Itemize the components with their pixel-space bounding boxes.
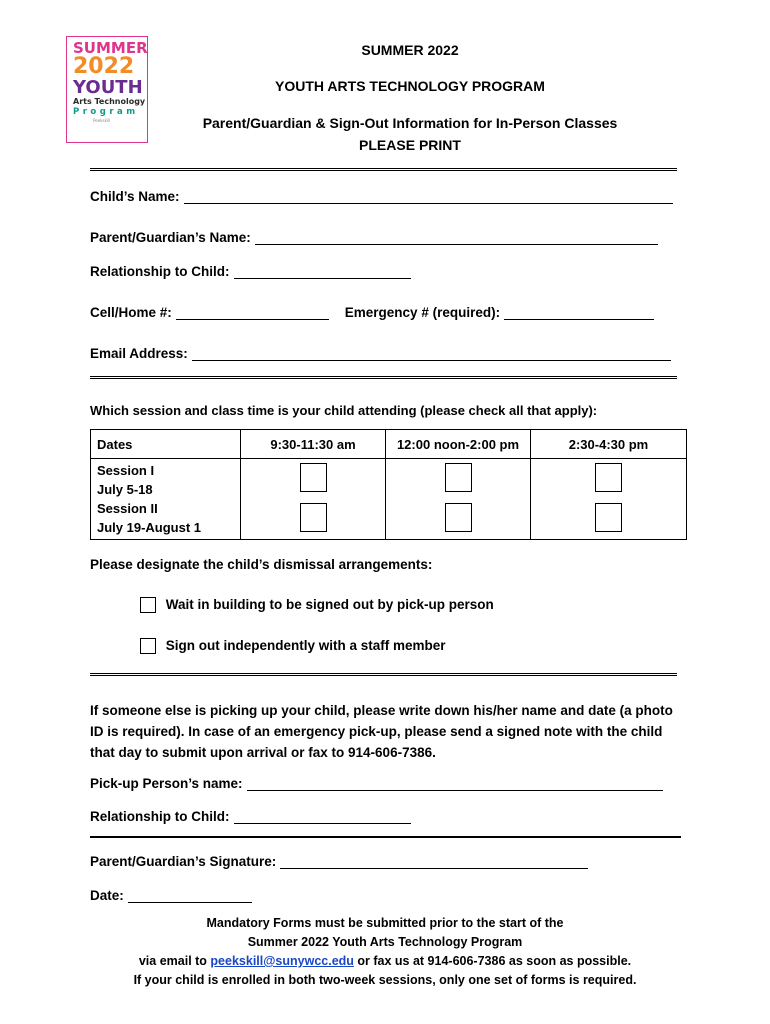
pickup-name-row: [90, 776, 663, 791]
session-2-afternoon-checkbox[interactable]: [595, 503, 622, 532]
dismissal-independent-checkbox[interactable]: [140, 638, 156, 654]
footer-line-3-pre: via email to: [138, 954, 211, 968]
phone-row: [90, 305, 654, 320]
pickup-relationship-row: [90, 809, 411, 824]
session-2-afternoon-cell: [531, 499, 687, 540]
date-row: [90, 888, 252, 903]
cell-home-field[interactable]: [176, 307, 329, 320]
relationship-row: [90, 264, 411, 279]
logo-line-summer: SUMMER: [73, 39, 148, 57]
session-1-noon-cell: [386, 459, 531, 500]
footer-line-2: Summer 2022 Youth Arts Technology Program: [247, 935, 523, 949]
email-field[interactable]: [192, 348, 671, 361]
session-2-morning-checkbox[interactable]: [300, 503, 327, 532]
program-logo: [66, 36, 148, 143]
header-program: YOUTH ARTS TECHNOLOGY PROGRAM: [275, 78, 545, 94]
header-subtitle: Parent/Guardian & Sign-Out Information for In-Person Classes: [202, 115, 618, 131]
table-header-noon: 12:00 noon-2:00 pm: [386, 430, 531, 459]
pickup-instructions: If someone else is picking up your child, please write down his/her name and date (a photo ID is required). In case of an emergency pick-up, please send a signed note with the child that day to submit upon arrival or fax to 914-606-7386.: [90, 703, 673, 760]
session-1-label: Session I: [97, 463, 155, 478]
session-1-morning-checkbox[interactable]: [300, 463, 327, 492]
session-1-range: July 5-18: [97, 482, 153, 497]
session-2-morning-cell: [241, 499, 386, 540]
pickup-relationship-label: Relationship to Child:: [90, 809, 230, 824]
table-row: [91, 459, 687, 500]
session-2-range: July 19-August 1: [97, 520, 202, 535]
session-table: [90, 429, 687, 540]
child-name-label: Child’s Name:: [90, 189, 180, 204]
logo-line-youth: YOUTH: [73, 77, 143, 98]
dismissal-independent-label: Sign out independently with a staff member: [165, 638, 446, 653]
session-1-morning-cell: [241, 459, 386, 500]
signature-row: [90, 854, 588, 869]
divider: [90, 376, 677, 379]
divider: [90, 673, 677, 676]
header-please-print: PLEASE PRINT: [359, 137, 461, 153]
session-2-label: Session II: [97, 501, 158, 516]
relationship-label: Relationship to Child:: [90, 264, 230, 279]
date-field[interactable]: [128, 890, 252, 903]
session-2-noon-checkbox[interactable]: [445, 503, 472, 532]
footer-line-3-post: or fax us at 914-606-7386 as soon as possible.: [353, 954, 632, 968]
email-row: [90, 346, 671, 361]
divider: [90, 168, 677, 171]
child-name-row: [90, 189, 673, 204]
logo-line-location: Peekskill: [93, 118, 111, 123]
table-row: [91, 499, 687, 540]
session-1-afternoon-checkbox[interactable]: [595, 463, 622, 492]
date-label: Date:: [90, 888, 124, 903]
table-header-row: [91, 430, 687, 459]
signature-field[interactable]: [280, 856, 588, 869]
email-label: Email Address:: [90, 346, 188, 361]
dismissal-prompt: Please designate the child’s dismissal arrangements:: [90, 557, 433, 572]
session-2-noon-cell: [386, 499, 531, 540]
logo-line-arts: Arts Technology: [73, 97, 146, 106]
footer-notice: [100, 914, 670, 990]
table-header-dates: Dates: [91, 430, 241, 459]
signature-label: Parent/Guardian’s Signature:: [90, 854, 277, 869]
relationship-field[interactable]: [234, 266, 411, 279]
guardian-name-label: Parent/Guardian’s Name:: [90, 230, 251, 245]
session-prompt: Which session and class time is your child attending (please check all that apply):: [90, 403, 598, 418]
pickup-relationship-field[interactable]: [234, 811, 411, 824]
table-header-morning: 9:30-11:30 am: [241, 430, 386, 459]
footer-email-link[interactable]: peekskill@sunywcc.edu: [210, 954, 354, 968]
session-1-dates: [91, 459, 241, 500]
dismissal-option-independent[interactable]: [140, 638, 446, 654]
guardian-name-field[interactable]: [255, 232, 658, 245]
footer-line-4: If your child is enrolled in both two-week sessions, only one set of forms is required.: [133, 973, 637, 987]
emergency-field[interactable]: [504, 307, 654, 320]
emergency-label: Emergency # (required):: [344, 305, 501, 320]
footer-line-3: [100, 952, 670, 971]
dismissal-wait-label: Wait in building to be signed out by pick-up person: [165, 597, 494, 612]
session-2-dates: [91, 499, 241, 540]
divider: [90, 836, 681, 838]
child-name-field[interactable]: [184, 191, 673, 204]
header-year: SUMMER 2022: [361, 42, 459, 58]
cell-home-label: Cell/Home #:: [90, 305, 172, 320]
session-1-afternoon-cell: [531, 459, 687, 500]
pickup-name-field[interactable]: [247, 778, 663, 791]
pickup-name-label: Pick-up Person’s name:: [90, 776, 243, 791]
dismissal-wait-checkbox[interactable]: [140, 597, 156, 613]
guardian-name-row: [90, 230, 658, 245]
table-header-afternoon: 2:30-4:30 pm: [531, 430, 687, 459]
footer-line-1: Mandatory Forms must be submitted prior to the start of the: [206, 916, 564, 930]
dismissal-option-wait[interactable]: [140, 597, 494, 613]
logo-line-program: Program: [73, 107, 139, 117]
logo-line-year: 2022: [73, 54, 135, 79]
session-1-noon-checkbox[interactable]: [445, 463, 472, 492]
